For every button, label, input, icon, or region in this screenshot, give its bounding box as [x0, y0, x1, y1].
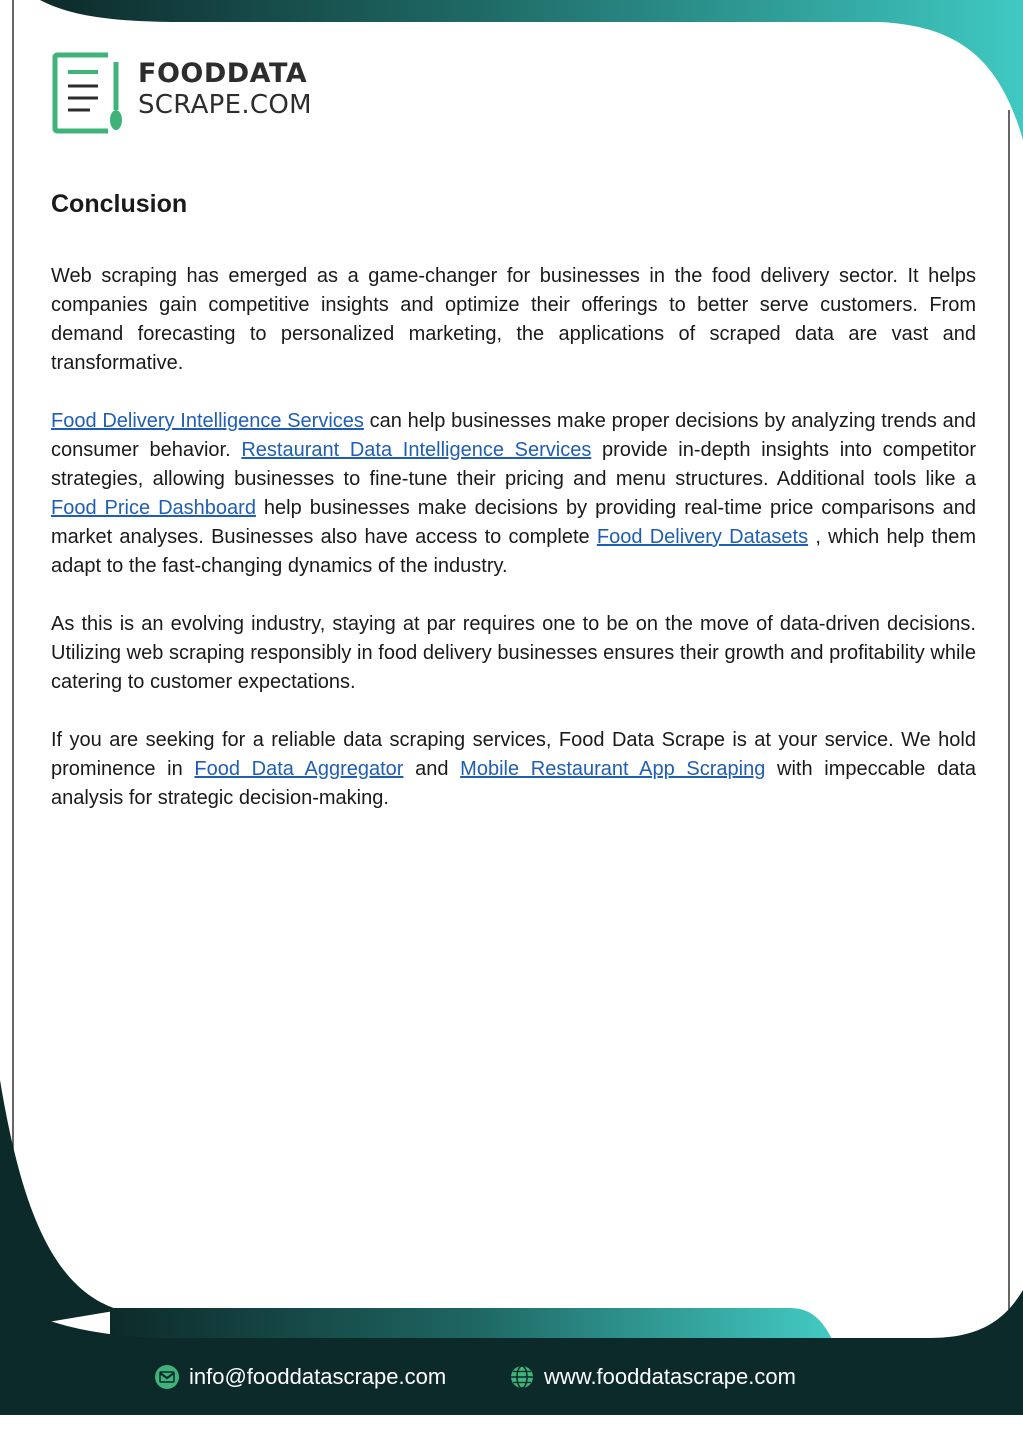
footer-website[interactable] — [510, 1357, 796, 1397]
link-food-delivery-datasets[interactable]: Food Delivery Datasets — [596, 526, 809, 548]
logo-text-bottom: SCRAPE.COM — [138, 90, 312, 120]
paragraph-industry: As this is an evolving industry, staying at par requires one to be on the move of data-driven decisions. Utilizing web scraping responsibly in food delivery businesses ensures their growth and profitability while catering to customer expectations. — [51, 613, 976, 693]
footer-bar — [0, 1357, 1023, 1397]
website-text: www.fooddatascrape.com — [544, 1364, 796, 1389]
link-restaurant-data-intelligence[interactable]: Restaurant Data Intelligence Services — [241, 439, 592, 461]
paragraph-text: provide in-depth insights into competitor strategies, allowing businesses to fine-tune their pricing and menu structures. Additional tools like a — [51, 439, 976, 490]
logo-text-top: FOODDATA — [138, 58, 308, 89]
article-heading: Conclusion — [51, 190, 188, 218]
envelope-icon — [155, 1365, 179, 1389]
paragraph-intro: Web scraping has emerged as a game-changer for businesses in the food delivery sector. It helps companies gain competitive insights and optimize their offerings to better serve customers. From demand forecasting to personalized marketing, the applications of scraped data are vast and transformative. — [51, 265, 976, 374]
paragraph-text: can help businesses make proper decisions by analyzing trends and consumer behavior. — [51, 410, 976, 461]
link-food-price-dashboard[interactable]: Food Price Dashboard — [51, 497, 256, 519]
paragraph-text: and — [403, 758, 461, 780]
company-logo — [52, 52, 342, 136]
email-text: info@fooddatascrape.com — [189, 1364, 447, 1389]
paragraph-text: If you are seeking for a reliable data scraping services, Food Data Scrape is at your service. We hold prominence in — [51, 729, 976, 780]
paragraph-text: , which help them adapt to the fast-changing dynamics of the industry. — [51, 526, 976, 577]
link-food-delivery-intelligence[interactable]: Food Delivery Intelligence Services — [51, 410, 364, 432]
link-mobile-restaurant-app-scraping[interactable]: Mobile Restaurant App Scraping — [460, 758, 766, 780]
paragraph-services — [51, 407, 976, 581]
article-body — [51, 186, 976, 842]
link-food-data-aggregator[interactable]: Food Data Aggregator — [194, 758, 404, 780]
paragraph-text: with impeccable data analysis for strategic decision-making. — [51, 758, 977, 809]
menu-card-icon — [52, 52, 132, 136]
footer-email[interactable] — [155, 1357, 446, 1397]
bottom-left-curve — [0, 1080, 120, 1330]
paragraph-text: help businesses make decisions by providing real-time price comparisons and market analyses. Businesses also have access to complete — [51, 497, 977, 548]
paragraph-closing — [51, 726, 976, 813]
globe-icon — [510, 1365, 534, 1389]
